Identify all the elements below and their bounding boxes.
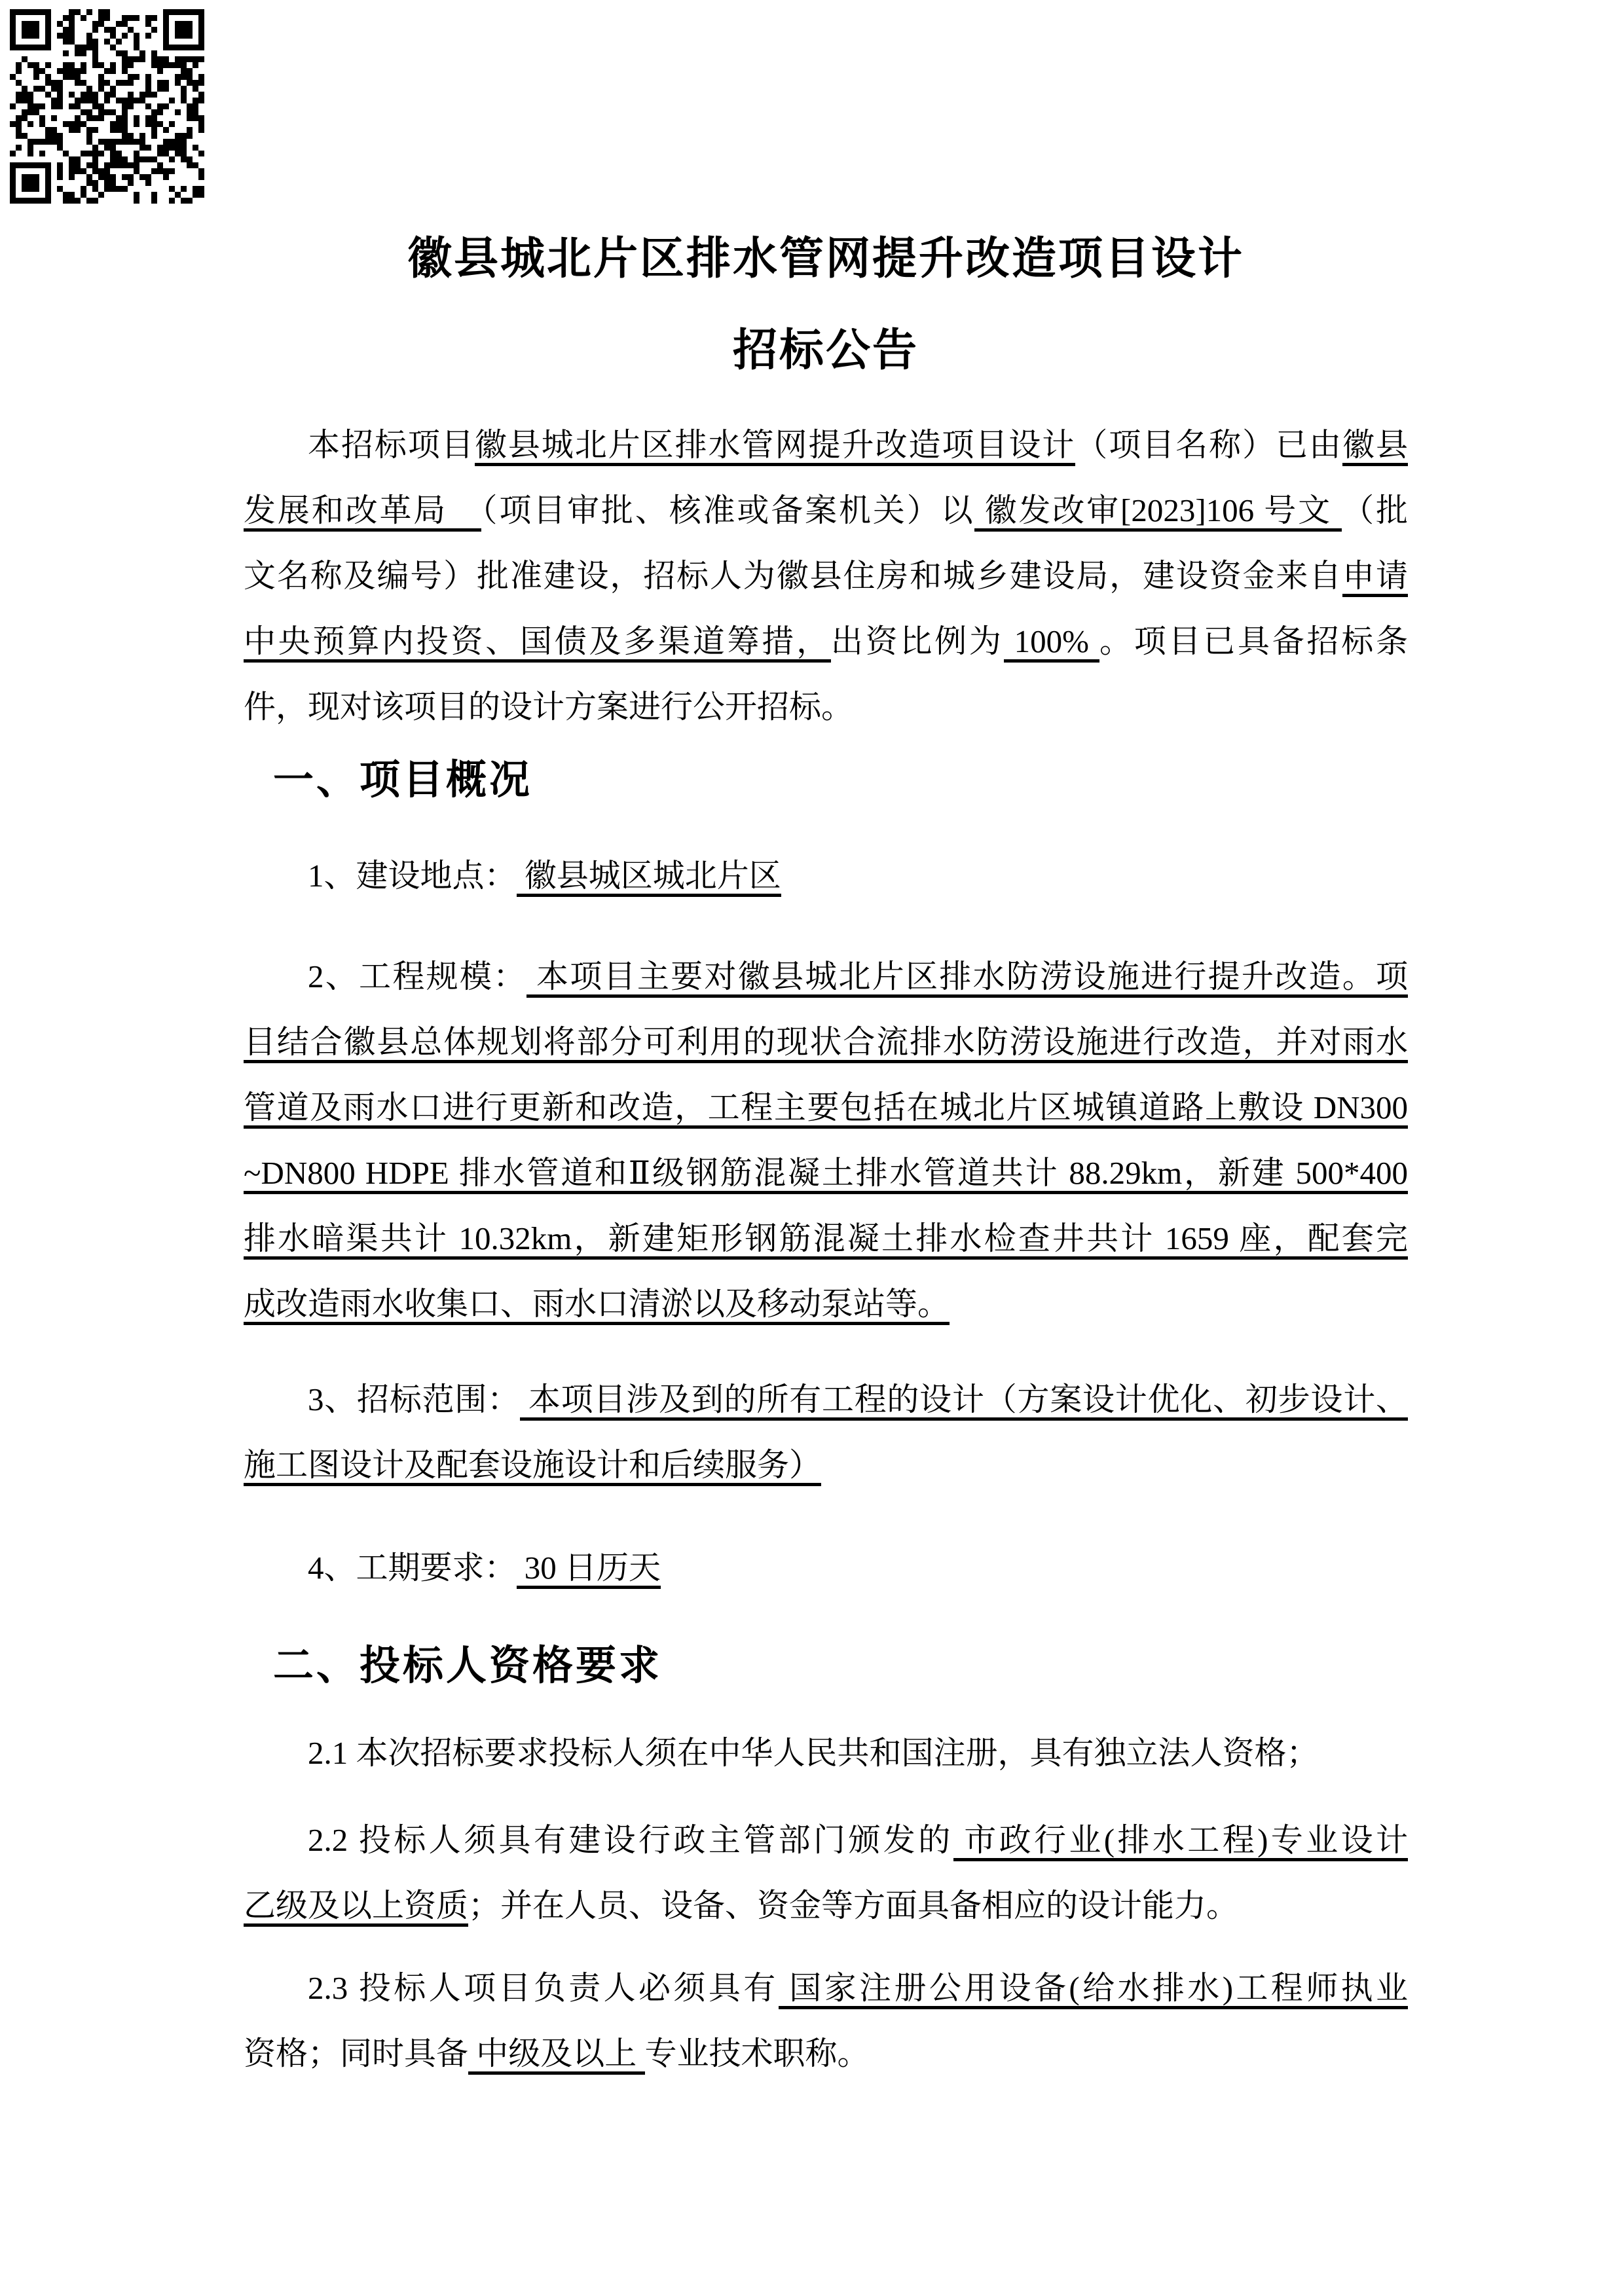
doc-line xyxy=(244,674,1408,740)
section-heading xyxy=(273,748,1408,813)
doc-line xyxy=(244,1206,1408,1271)
filled-blank-text: 本项目主要对徽县城北片区排水防涝设施进行提升改造。项 xyxy=(526,958,1408,998)
doc-line xyxy=(244,1140,1408,1206)
doc-text: 件，现对该项目的设计方案进行公开招标。 xyxy=(244,689,854,725)
filled-blank-text: 徽发改审[2023]106 号文 xyxy=(974,492,1342,532)
doc-text: 1、建设地点： xyxy=(308,858,517,894)
filled-blank-text: 徽县城北片区排水管网提升改造项目设计 xyxy=(475,427,1075,466)
page-title-line-2: 招标公告 xyxy=(732,325,919,375)
filled-blank-text: 100% xyxy=(1004,623,1099,663)
filled-blank-text: 中央预算内投资、国债及多渠道筹措， xyxy=(244,623,831,663)
doc-line xyxy=(244,412,1408,478)
filled-blank-text: 国家注册公用设备(给水排水)工程师执业 xyxy=(779,1970,1408,2009)
doc-text: 本招标项目 xyxy=(308,427,475,463)
doc-line xyxy=(244,843,1408,909)
doc-text: 出资比例为 xyxy=(830,623,1004,659)
filled-blank-text: 目结合徽县总体规划将部分可利用的现状合流排水防涝设施进行改造，并对雨水 xyxy=(244,1024,1408,1063)
filled-blank-text: 排水暗渠共计 10.32km，新建矩形钢筋混凝土排水检查井共计 1659 座，配套完 xyxy=(244,1220,1408,1260)
doc-text: 文名称及编号）批准建设，招标人为徽县住房和城乡建设局，建设资金来自 xyxy=(244,558,1343,594)
doc-text: 2.2 投标人须具有建设行政主管部门颁发的 xyxy=(308,1822,953,1858)
filled-blank-text: 徽县城区城北片区 xyxy=(517,858,781,897)
filled-blank-text: 徽县 xyxy=(1342,427,1408,466)
filled-blank-text: 中级及以上 xyxy=(468,2035,645,2075)
document-content xyxy=(244,213,1408,2086)
doc-line xyxy=(244,543,1408,609)
filled-blank-text: 成改造雨水收集口、雨水口清淤以及移动泵站等。 xyxy=(244,1286,950,1325)
doc-text: 专业技术职称。 xyxy=(644,2035,870,2071)
doc-line xyxy=(244,1873,1408,1939)
doc-text: 2、工程规模： xyxy=(308,958,527,994)
doc-text: （项目名称）已由 xyxy=(1075,427,1342,463)
filled-blank-text: 30 日历天 xyxy=(517,1550,661,1589)
filled-blank-text: ~DN800 HDPE 排水管道和Ⅱ级钢筋混凝土排水管道共计 88.29km，新建 500*400 xyxy=(244,1155,1408,1194)
doc-line xyxy=(244,1010,1408,1075)
filled-blank-text: 管道及雨水口进行更新和改造，工程主要包括在城北片区城镇道路上敷设 DN300 xyxy=(244,1089,1408,1129)
doc-text: 二、投标人资格要求 xyxy=(273,1644,663,1688)
filled-blank-text: 发展和改革局 xyxy=(244,492,481,532)
doc-line xyxy=(244,944,1408,1010)
document-body xyxy=(244,412,1408,2086)
doc-text: 资格；同时具备 xyxy=(244,2035,469,2071)
doc-line xyxy=(244,1075,1408,1140)
filled-blank-text: 乙级及以上资质 xyxy=(244,1887,468,1927)
doc-line xyxy=(244,1432,1408,1498)
doc-line xyxy=(244,1808,1408,1873)
doc-text: 4、工期要求： xyxy=(308,1550,517,1586)
doc-line xyxy=(244,1271,1408,1337)
filled-blank-text: 施工图设计及配套设施设计和后续服务） xyxy=(244,1447,821,1486)
section-heading xyxy=(273,1633,1408,1699)
doc-line xyxy=(244,1367,1408,1432)
doc-text: 。项目已具备招标条 xyxy=(1099,623,1408,659)
doc-text: 一、项目概况 xyxy=(273,758,533,803)
doc-text: ；并在人员、设备、资金等方面具备相应的设计能力。 xyxy=(468,1887,1239,1923)
qr-code xyxy=(10,9,204,204)
doc-line xyxy=(244,478,1408,543)
doc-text: 2.3 投标人项目负责人必须具有 xyxy=(308,1970,779,2006)
page-title-line-1: 徽县城北片区排水管网提升改造项目设计 xyxy=(407,234,1244,283)
doc-line xyxy=(244,1721,1408,1786)
filled-blank-text: 本项目涉及到的所有工程的设计（方案设计优化、初步设计、 xyxy=(520,1381,1408,1421)
doc-line xyxy=(244,1535,1408,1601)
doc-text: （项目审批、核准或备案机关）以 xyxy=(481,492,975,528)
filled-blank-text: 市政行业(排水工程)专业设计 xyxy=(953,1822,1408,1861)
doc-line xyxy=(244,2021,1408,2086)
doc-line xyxy=(244,1956,1408,2021)
doc-text: （批 xyxy=(1342,492,1408,528)
filled-blank-text: 申请 xyxy=(1342,558,1408,597)
doc-text: 2.1 本次招标要求投标人须在中华人民共和国注册，具有独立法人资格； xyxy=(308,1735,1319,1771)
doc-text: 3、招标范围： xyxy=(308,1381,520,1417)
doc-line xyxy=(244,609,1408,674)
